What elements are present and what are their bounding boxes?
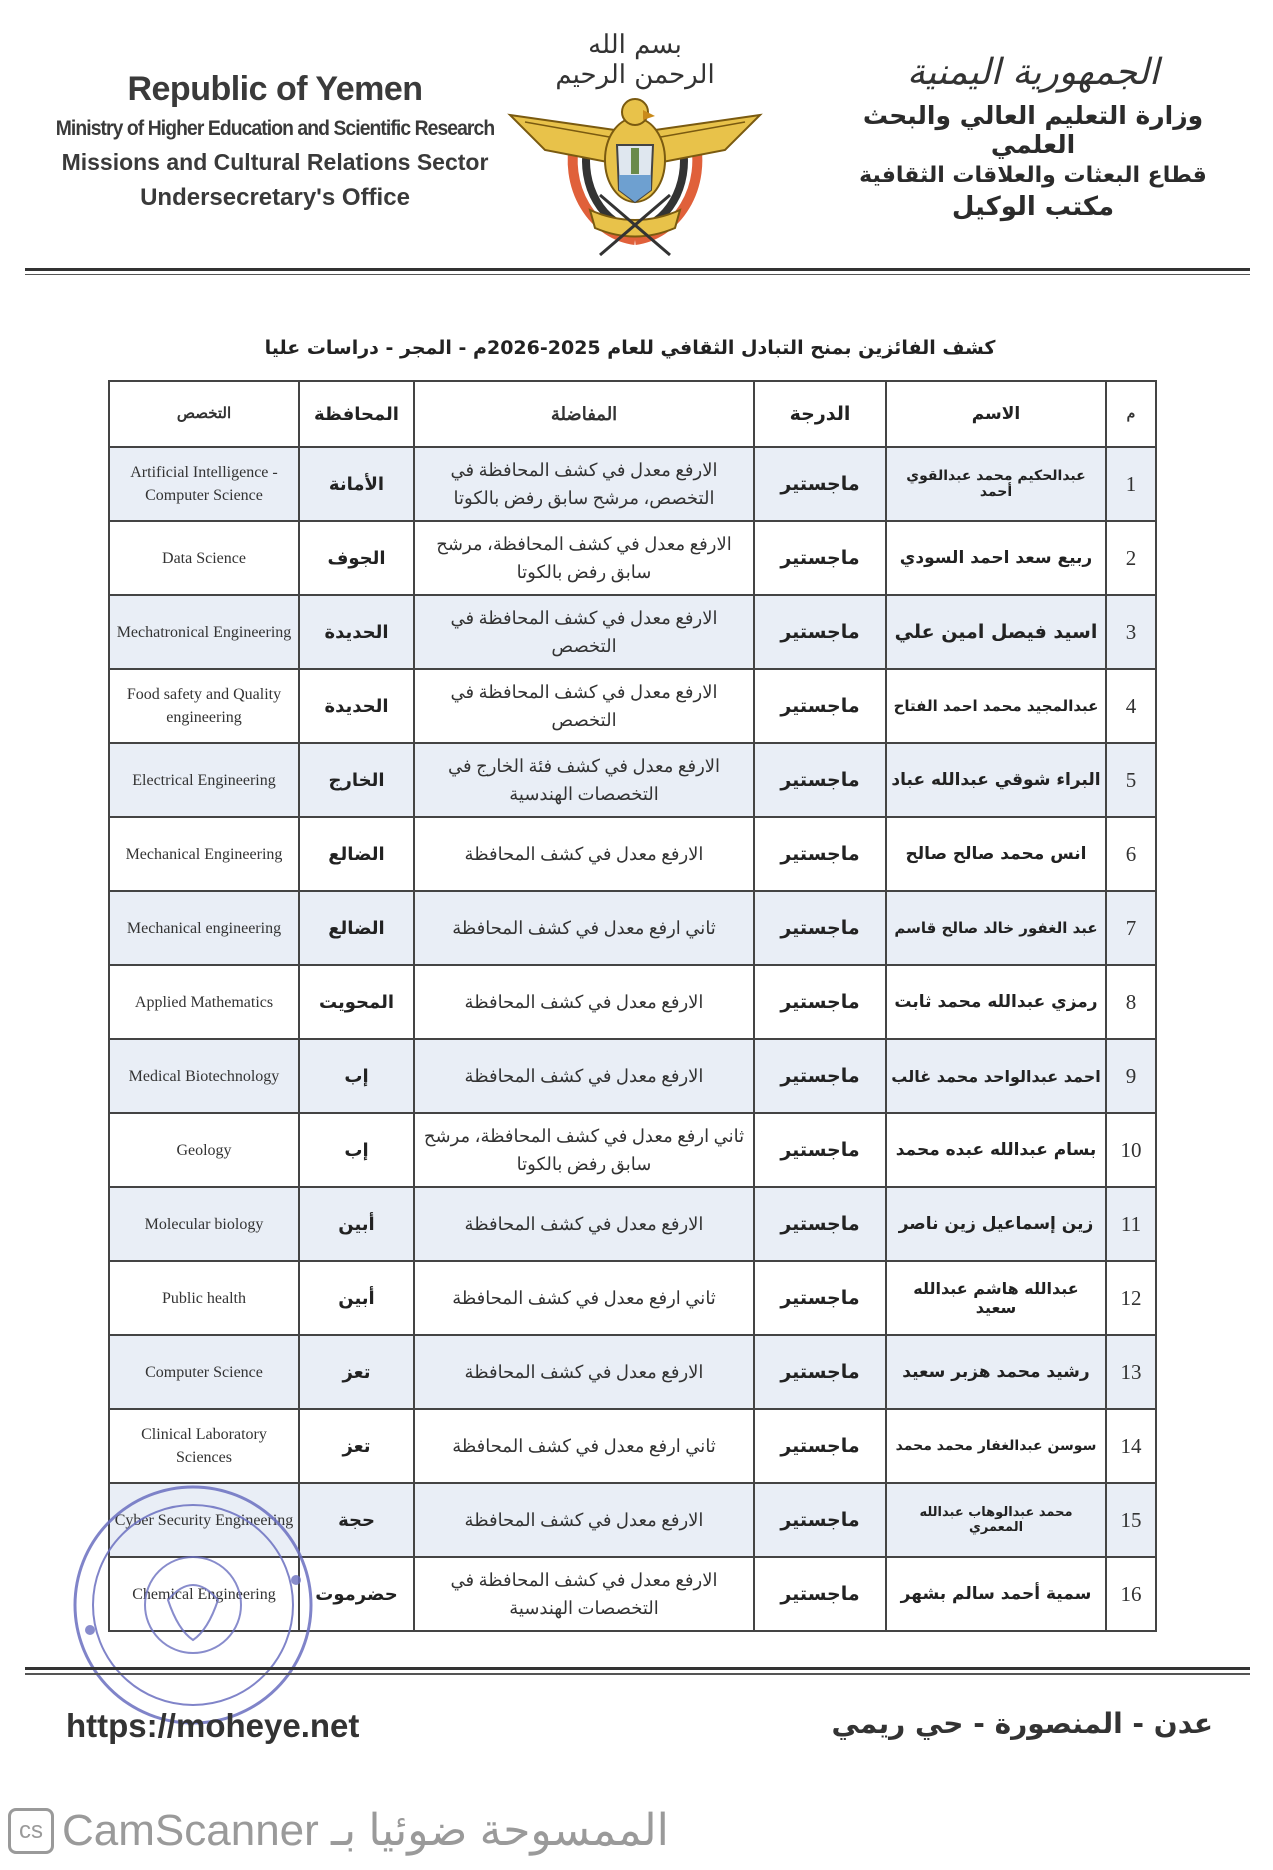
cell-num: 4 [1106, 669, 1156, 743]
cell-governorate: الحديدة [299, 595, 414, 669]
cell-governorate: أبين [299, 1261, 414, 1335]
header-ar-sector: قطاع البعثات والعلاقات الثقافية [859, 163, 1207, 188]
cell-num: 12 [1106, 1261, 1156, 1335]
cell-name: رمزي عبدالله محمد ثابت [886, 965, 1106, 1039]
cell-num: 11 [1106, 1187, 1156, 1261]
table-row [109, 1261, 1156, 1335]
header-en-office: Undersecretary's Office [140, 184, 410, 211]
cell-preference: الارفع معدل في كشف المحافظة [414, 1187, 754, 1261]
cell-specialization: Chemical Engineering [109, 1557, 299, 1631]
document-title: كشف الفائزين بمنح التبادل الثقافي للعام 2025-2026م - المجر - دراسات عليا [264, 337, 996, 359]
cell-preference: الارفع معدل في كشف المحافظة [414, 1039, 754, 1113]
header-en-sector: Missions and Cultural Relations Sector [61, 149, 489, 175]
camscanner-watermark [8, 1805, 669, 1856]
cell-specialization: Data Science [109, 521, 299, 595]
header-ar-ministry: وزارة التعليم العالي والبحث العلمي [862, 101, 1204, 159]
cell-num: 3 [1106, 595, 1156, 669]
eagle-emblem-icon [505, 30, 765, 260]
cell-specialization: Mechanical engineering [109, 891, 299, 965]
cell-name: زين إسماعيل زين ناصر [886, 1187, 1106, 1261]
cell-governorate: إب [299, 1039, 414, 1113]
cell-name: عبدالله هاشم عبدالله سعيد [886, 1261, 1106, 1335]
cell-name: محمد عبدالوهاب عبدالله المعمري [886, 1483, 1106, 1557]
cell-name: احمد عبدالواحد محمد غالب [886, 1039, 1106, 1113]
camscanner-logo-icon: cs [8, 1808, 54, 1854]
cell-governorate: الحديدة [299, 669, 414, 743]
cell-name: ربيع سعد احمد السودي [886, 521, 1106, 595]
table-row [109, 1039, 1156, 1113]
cell-specialization: Electrical Engineering [109, 743, 299, 817]
cell-degree: ماجستير [754, 521, 886, 595]
cell-governorate: الأمانة [299, 447, 414, 521]
footer-divider [25, 1667, 1250, 1675]
col-header-specialization: التخصص [109, 381, 299, 447]
cell-governorate: تعز [299, 1409, 414, 1483]
cell-preference: الارفع معدل في كشف المحافظة [414, 1483, 754, 1557]
col-header-name: الاسم [886, 381, 1106, 447]
table-row [109, 595, 1156, 669]
cell-num: 6 [1106, 817, 1156, 891]
cell-degree: ماجستير [754, 817, 886, 891]
cell-preference: ثاني ارفع معدل في كشف المحافظة [414, 1409, 754, 1483]
cell-num: 2 [1106, 521, 1156, 595]
cell-name: البراء شوقي عبدالله عباد [886, 743, 1106, 817]
official-stamp-icon [68, 1480, 318, 1730]
cell-name: عبد الغفور خالد صالح قاسم [886, 891, 1106, 965]
footer-address: عدن - المنصورة - حي ريمي [831, 1707, 1213, 1740]
cell-degree: ماجستير [754, 1483, 886, 1557]
cell-preference: الارفع معدل في كشف فئة الخارج في التخصصات الهندسية [414, 743, 754, 817]
table-row [109, 1335, 1156, 1409]
cell-num: 16 [1106, 1557, 1156, 1631]
cell-name: عبدالحكيم محمد عبدالقوي أحمد [886, 447, 1106, 521]
cell-specialization: Mechatronical Engineering [109, 595, 299, 669]
cell-degree: ماجستير [754, 965, 886, 1039]
winners-table [108, 380, 1142, 1632]
header-english [30, 70, 520, 212]
cell-num: 9 [1106, 1039, 1156, 1113]
cell-specialization: Medical Biotechnology [109, 1039, 299, 1113]
cell-degree: ماجستير [754, 1113, 886, 1187]
cell-specialization: Public health [109, 1261, 299, 1335]
table-row [109, 669, 1156, 743]
cell-degree: ماجستير [754, 1335, 886, 1409]
cell-preference: الارفع معدل في كشف المحافظة [414, 1335, 754, 1409]
cell-preference: ثاني ارفع معدل في كشف المحافظة [414, 891, 754, 965]
header-en-republic: Republic of Yemen [127, 70, 423, 108]
header-ar-republic: الجمهورية اليمنية [906, 52, 1160, 93]
cell-name: سمية أحمد سالم بشهر [886, 1557, 1106, 1631]
col-header-num: م [1106, 381, 1156, 447]
cell-preference: الارفع معدل في كشف المحافظة [414, 817, 754, 891]
table-row [109, 817, 1156, 891]
cell-specialization: Clinical Laboratory Sciences [109, 1409, 299, 1483]
cell-specialization: Food safety and Quality engineering [109, 669, 299, 743]
cell-degree: ماجستير [754, 447, 886, 521]
header-arabic [823, 52, 1243, 222]
header-en-ministry: Ministry of Higher Education and Scientific Research [55, 117, 495, 140]
table-row [109, 1409, 1156, 1483]
table-row [109, 1187, 1156, 1261]
cell-num: 13 [1106, 1335, 1156, 1409]
table-row [109, 447, 1156, 521]
cell-degree: ماجستير [754, 743, 886, 817]
cell-num: 15 [1106, 1483, 1156, 1557]
cell-specialization: Molecular biology [109, 1187, 299, 1261]
cell-degree: ماجستير [754, 891, 886, 965]
cell-degree: ماجستير [754, 669, 886, 743]
cell-preference: الارفع معدل في كشف المحافظة في التخصص [414, 669, 754, 743]
cell-specialization: Applied Mathematics [109, 965, 299, 1039]
cell-specialization: Mechanical Engineering [109, 817, 299, 891]
cell-preference: الارفع معدل في كشف المحافظة في التخصص [414, 595, 754, 669]
cell-name: سوسن عبدالغفار محمد محمد [886, 1409, 1106, 1483]
header-divider [25, 268, 1250, 275]
camscanner-text: CamScanner الممسوحة ضوئيا بـ [62, 1806, 669, 1855]
cell-degree: ماجستير [754, 1409, 886, 1483]
header-ar-office: مكتب الوكيل [951, 192, 1115, 222]
cell-degree: ماجستير [754, 595, 886, 669]
cell-governorate: حجة [299, 1483, 414, 1557]
footer-website-link[interactable]: https://moheye.net [66, 1707, 360, 1744]
cell-governorate: إب [299, 1113, 414, 1187]
cell-governorate: تعز [299, 1335, 414, 1409]
cell-degree: ماجستير [754, 1557, 886, 1631]
cell-num: 10 [1106, 1113, 1156, 1187]
cell-specialization: Cyber Security Engineering [109, 1483, 299, 1557]
cell-governorate: الجوف [299, 521, 414, 595]
cell-preference: ثاني ارفع معدل في كشف المحافظة، مرشح سابق رفض بالكوتا [414, 1113, 754, 1187]
cell-num: 14 [1106, 1409, 1156, 1483]
table-row [109, 891, 1156, 965]
basmala-calligraphy: بسم الله الرحمن الرحيم [555, 30, 715, 90]
cell-degree: ماجستير [754, 1261, 886, 1335]
cell-preference: الارفع معدل في كشف المحافظة، مرشح سابق رفض بالكوتا [414, 521, 754, 595]
cell-name: عبدالمجيد محمد احمد الفتاح [886, 669, 1106, 743]
cell-num: 7 [1106, 891, 1156, 965]
cell-degree: ماجستير [754, 1187, 886, 1261]
table-row [109, 521, 1156, 595]
cell-governorate: الضالع [299, 891, 414, 965]
col-header-degree: الدرجة [754, 381, 886, 447]
col-header-preference: المفاضلة [414, 381, 754, 447]
cell-specialization: Artificial Intelligence - Computer Science [109, 447, 299, 521]
cell-governorate: الضالع [299, 817, 414, 891]
cell-num: 5 [1106, 743, 1156, 817]
cell-num: 8 [1106, 965, 1156, 1039]
cell-preference: الارفع معدل في كشف المحافظة [414, 965, 754, 1039]
cell-num: 1 [1106, 447, 1156, 521]
cell-preference: الارفع معدل في كشف المحافظة في التخصصات الهندسية [414, 1557, 754, 1631]
cell-governorate: أبين [299, 1187, 414, 1261]
cell-degree: ماجستير [754, 1039, 886, 1113]
table-header-row [109, 381, 1156, 447]
yemen-emblem [505, 30, 765, 260]
table-row [109, 1113, 1156, 1187]
cell-name: انس محمد صالح صالح [886, 817, 1106, 891]
cell-preference: ثاني ارفع معدل في كشف المحافظة [414, 1261, 754, 1335]
cell-governorate: حضرموت [299, 1557, 414, 1631]
cell-name: رشيد محمد هزبر سعيد [886, 1335, 1106, 1409]
cell-specialization: Geology [109, 1113, 299, 1187]
cell-specialization: Computer Science [109, 1335, 299, 1409]
cell-name: اسيد فيصل امين علي [886, 595, 1106, 669]
col-header-governorate: المحافظة [299, 381, 414, 447]
table-row [109, 965, 1156, 1039]
table-row [109, 743, 1156, 817]
cell-name: بسام عبدالله عبده محمد [886, 1113, 1106, 1187]
cell-preference: الارفع معدل في كشف المحافظة في التخصص، مرشح سابق رفض بالكوتا [414, 447, 754, 521]
cell-governorate: الخارج [299, 743, 414, 817]
cell-governorate: المحويت [299, 965, 414, 1039]
